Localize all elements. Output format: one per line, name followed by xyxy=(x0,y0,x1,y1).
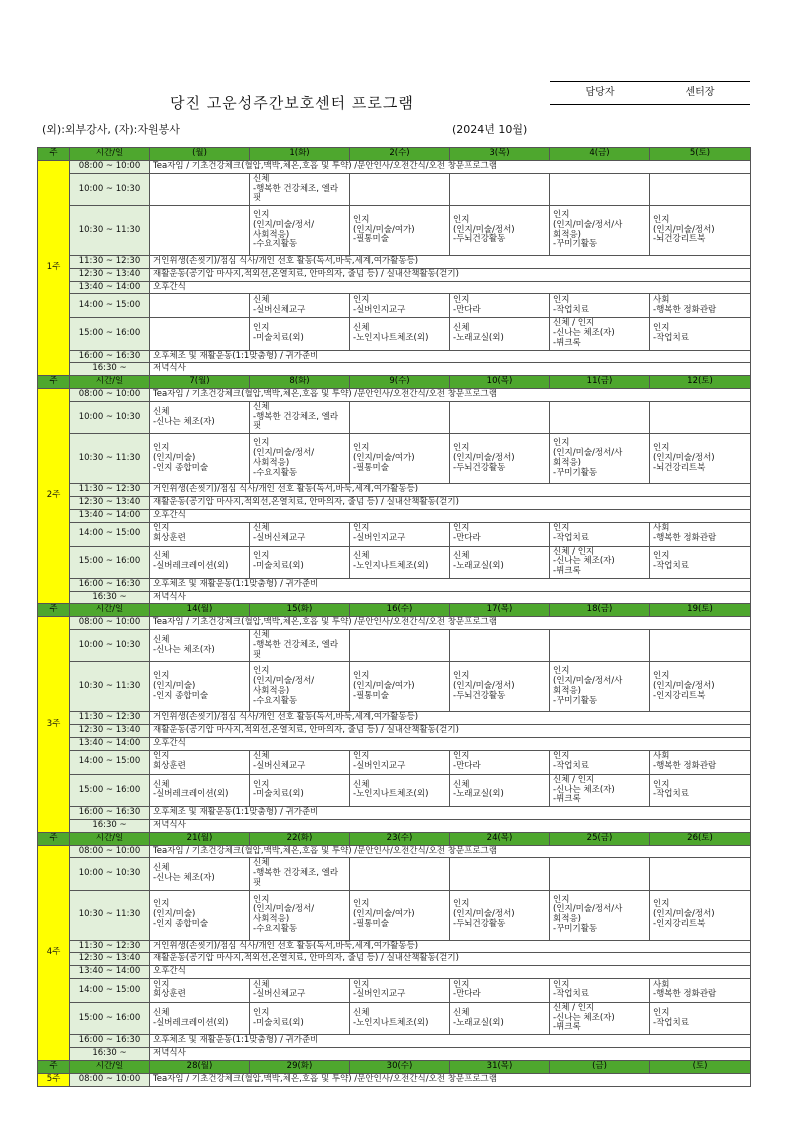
day-header: 3(목) xyxy=(450,148,550,161)
time-slot: 13:40 ~ 14:00 xyxy=(70,281,150,294)
time-slot: 16:30 ~ xyxy=(70,363,150,376)
day-header: 19(토) xyxy=(650,604,751,617)
day-header: 15(화) xyxy=(250,604,350,617)
time-slot: 12:30 ~ 13:40 xyxy=(70,497,150,510)
time-slot: 13:40 ~ 14:00 xyxy=(70,509,150,522)
activity-cell: 인지 -작업치료 xyxy=(550,522,650,546)
week-col-header: 주 xyxy=(38,604,70,617)
schedule-row xyxy=(38,389,751,402)
day-header: 7(월) xyxy=(150,376,250,389)
activity-cell xyxy=(150,318,250,350)
activity-cell: 인지 -작업치료 xyxy=(650,318,751,350)
activity-cell xyxy=(150,206,250,256)
activity-span: 오후간식 xyxy=(150,966,751,979)
day-header: 12(토) xyxy=(650,376,751,389)
activity-cell: 신체 -실버레크레이션(외) xyxy=(150,774,250,806)
time-slot: 15:00 ~ 16:00 xyxy=(70,774,150,806)
activity-cell: 인지 (인지/미술) -인지 종합미술 xyxy=(150,434,250,484)
time-col-header: 시간/일 xyxy=(70,604,150,617)
activity-cell: 인지 -미술치료(외) xyxy=(250,1002,350,1034)
activity-cell: 인지 (인지/미술/여가) -필통미술 xyxy=(350,206,450,256)
day-header: (월) xyxy=(150,148,250,161)
activity-cell xyxy=(350,173,450,205)
activity-span: 재활운동(공기압 마사지,적외선,온열치료, 안마의자, 줄넘 등) / 실내산책활동(걷기) xyxy=(150,268,751,281)
time-slot: 14:00 ~ 15:00 xyxy=(70,522,150,546)
activity-cell xyxy=(650,401,751,433)
schedule-row xyxy=(38,484,751,497)
activity-cell: 인지 (인지/미술/정서) -뇌건강리트북 xyxy=(650,434,751,484)
schedule-row xyxy=(38,256,751,269)
schedule-row xyxy=(38,858,751,890)
activity-cell: 인지 (인지/미술/정서) -두뇌건강활동 xyxy=(450,890,550,940)
day-header: 16(수) xyxy=(350,604,450,617)
schedule-row xyxy=(38,807,751,820)
time-col-header: 시간/일 xyxy=(70,376,150,389)
activity-cell: 인지 (인지/미술/정서/ 사회적응) -수요지활동 xyxy=(250,206,350,256)
schedule-row xyxy=(38,940,751,953)
activity-span: 거인위생(손씻기)/점심 식사/개인 선호 활동(독서,바둑,세계,여가활동등) xyxy=(150,940,751,953)
activity-cell xyxy=(350,401,450,433)
activity-cell: 인지 (인지/미술) -인지 종합미술 xyxy=(150,662,250,712)
schedule-row xyxy=(38,318,751,350)
schedule-row xyxy=(38,161,751,174)
activity-cell: 인지 (인지/미술/여가) -필통미술 xyxy=(350,890,450,940)
time-slot: 10:00 ~ 10:30 xyxy=(70,858,150,890)
schedule-row xyxy=(38,662,751,712)
day-header: 31(목) xyxy=(450,1060,550,1073)
time-slot: 13:40 ~ 14:00 xyxy=(70,966,150,979)
page-title: 당진 고운성주간보호센터 프로그램 xyxy=(170,94,414,112)
time-slot: 10:00 ~ 10:30 xyxy=(70,173,150,205)
day-header: 2(수) xyxy=(350,148,450,161)
time-slot: 11:30 ~ 12:30 xyxy=(70,940,150,953)
schedule-row xyxy=(38,1002,751,1034)
week-header-row xyxy=(38,1060,751,1073)
week-col-header: 주 xyxy=(38,148,70,161)
day-header: 29(화) xyxy=(250,1060,350,1073)
activity-cell xyxy=(550,173,650,205)
activity-cell: 인지 (인지/미술/정서) -뇌건강리트북 xyxy=(650,206,751,256)
day-header: 22(화) xyxy=(250,832,350,845)
activity-cell xyxy=(350,858,450,890)
activity-cell: 인지 (인지/미술/정서/ 사회적응) -수요지활동 xyxy=(250,890,350,940)
schedule-row xyxy=(38,401,751,433)
month-label: (2024년 10월) xyxy=(452,123,528,136)
time-slot: 10:30 ~ 11:30 xyxy=(70,434,150,484)
time-col-header: 시간/일 xyxy=(70,832,150,845)
time-slot: 16:00 ~ 16:30 xyxy=(70,1035,150,1048)
week-label: 5주 xyxy=(38,1073,70,1086)
activity-cell xyxy=(650,173,751,205)
activity-cell: 신체 -신나는 체조(자) xyxy=(150,401,250,433)
activity-cell xyxy=(550,630,650,662)
activity-span: 오후간식 xyxy=(150,737,751,750)
day-header: 25(금) xyxy=(550,832,650,845)
activity-span: Tea자임 / 기초건강체크(혈압,맥박,체온,호흡 및 투약) /문안인사/오전간식/오전 창문프로그램 xyxy=(150,1073,751,1086)
activity-cell: 인지 (인지/미술/여가) -필통미술 xyxy=(350,662,450,712)
time-slot: 13:40 ~ 14:00 xyxy=(70,737,150,750)
week-header-row xyxy=(38,604,751,617)
activity-cell: 신체 -노래교실(외) xyxy=(450,1002,550,1034)
activity-cell: 인지 -실버인지교구 xyxy=(350,294,450,318)
week-col-header: 주 xyxy=(38,832,70,845)
activity-cell: 인지 -작업치료 xyxy=(650,546,751,578)
activity-cell: 인지 (인지/미술/정서/ 사회적응) -수요지활동 xyxy=(250,434,350,484)
time-slot: 08:00 ~ 10:00 xyxy=(70,845,150,858)
activity-cell: 인지 (인지/미술/여가) -필통미술 xyxy=(350,434,450,484)
activity-cell: 인지 회상훈련 xyxy=(150,978,250,1002)
schedule-row xyxy=(38,966,751,979)
schedule-row xyxy=(38,978,751,1002)
activity-cell xyxy=(350,630,450,662)
activity-cell: 신체 -노래교실(외) xyxy=(450,774,550,806)
activity-cell xyxy=(550,858,650,890)
activity-cell: 인지 (인지/미술/정서/사 회적응) -꾸미기활동 xyxy=(550,890,650,940)
legend-note: (외):외부강사, (자):자원봉사 xyxy=(42,123,180,136)
schedule-row xyxy=(38,774,751,806)
schedule-row xyxy=(38,546,751,578)
schedule-row xyxy=(38,890,751,940)
activity-span: Tea자임 / 기초건강체크(혈압,맥박,체온,호흡 및 투약) /문안인사/오전간식/오전 창문프로그램 xyxy=(150,845,751,858)
time-col-header: 시간/일 xyxy=(70,148,150,161)
day-header: 8(화) xyxy=(250,376,350,389)
activity-cell: 신체 -신나는 체조(자) xyxy=(150,630,250,662)
time-slot: 15:00 ~ 16:00 xyxy=(70,546,150,578)
schedule-row xyxy=(38,294,751,318)
activity-cell: 신체 -노래교실(외) xyxy=(450,318,550,350)
activity-cell: 인지 -작업치료 xyxy=(550,978,650,1002)
activity-cell: 인지 -만다라 xyxy=(450,522,550,546)
week-col-header: 주 xyxy=(38,1060,70,1073)
activity-span: 오후체조 및 재활운동(1:1맞춤형) / 귀가준비 xyxy=(150,807,751,820)
activity-span: 거인위생(손씻기)/점심 식사/개인 선호 활동(독서,바둑,세계,여가활동등) xyxy=(150,712,751,725)
time-slot: 12:30 ~ 13:40 xyxy=(70,953,150,966)
schedule-row xyxy=(38,845,751,858)
time-slot: 08:00 ~ 10:00 xyxy=(70,1073,150,1086)
time-slot: 11:30 ~ 12:30 xyxy=(70,256,150,269)
day-header: 5(토) xyxy=(650,148,751,161)
schedule-row xyxy=(38,281,751,294)
activity-cell: 신체 -노인지나트체조(외) xyxy=(350,1002,450,1034)
activity-cell: 인지 (인지/미술/정서/사 회적응) -꾸미기활동 xyxy=(550,434,650,484)
activity-cell: 신체 -행복한 건강체조, 엘라핏 xyxy=(250,858,350,890)
time-slot: 16:30 ~ xyxy=(70,1047,150,1060)
activity-cell: 신체 -실버신체교구 xyxy=(250,294,350,318)
activity-cell: 인지 (인지/미술/정서) -인지강리트북 xyxy=(650,662,751,712)
schedule-row xyxy=(38,725,751,738)
activity-span: 재활운동(공기압 마사지,적외선,온열치료, 안마의자, 줄넘 등) / 실내산책활동(걷기) xyxy=(150,725,751,738)
schedule-row xyxy=(38,522,751,546)
day-header: 10(목) xyxy=(450,376,550,389)
activity-cell: 신체 / 인지 -신나는 체조(자) -뷔크록 xyxy=(550,774,650,806)
activity-cell: 신체 -실버신체교구 xyxy=(250,750,350,774)
activity-cell: 인지 -만다라 xyxy=(450,294,550,318)
activity-cell: 신체 -노인지나트체조(외) xyxy=(350,318,450,350)
week-label: 3주 xyxy=(38,617,70,832)
time-slot: 12:30 ~ 13:40 xyxy=(70,268,150,281)
activity-cell: 인지 -만다라 xyxy=(450,978,550,1002)
schedule-row xyxy=(38,591,751,604)
activity-cell: 인지 (인지/미술) -인지 종합미술 xyxy=(150,890,250,940)
time-slot: 10:00 ~ 10:30 xyxy=(70,630,150,662)
time-slot: 11:30 ~ 12:30 xyxy=(70,484,150,497)
activity-cell xyxy=(450,858,550,890)
schedule-row xyxy=(38,630,751,662)
activity-cell: 사회 -행복한 정화관람 xyxy=(650,978,751,1002)
schedule-row xyxy=(38,434,751,484)
day-header: (금) xyxy=(550,1060,650,1073)
day-header: 21(월) xyxy=(150,832,250,845)
schedule-row xyxy=(38,268,751,281)
time-slot: 12:30 ~ 13:40 xyxy=(70,725,150,738)
time-slot: 16:00 ~ 16:30 xyxy=(70,807,150,820)
activity-cell xyxy=(150,294,250,318)
time-slot: 08:00 ~ 10:00 xyxy=(70,389,150,402)
week-label: 1주 xyxy=(38,161,70,376)
day-header: 30(수) xyxy=(350,1060,450,1073)
activity-span: 거인위생(손씻기)/점심 식사/개인 선호 활동(독서,바둑,세계,여가활동등) xyxy=(150,256,751,269)
activity-cell: 신체 -행복한 건강체조, 엘라핏 xyxy=(250,173,350,205)
activity-cell: 인지 -작업치료 xyxy=(550,294,650,318)
time-slot: 10:30 ~ 11:30 xyxy=(70,206,150,256)
activity-cell xyxy=(450,630,550,662)
time-slot: 10:30 ~ 11:30 xyxy=(70,890,150,940)
time-slot: 16:00 ~ 16:30 xyxy=(70,578,150,591)
schedule-row xyxy=(38,712,751,725)
activity-cell: 인지 -작업치료 xyxy=(650,1002,751,1034)
day-header: 1(화) xyxy=(250,148,350,161)
activity-cell xyxy=(150,173,250,205)
day-header: 11(금) xyxy=(550,376,650,389)
day-header: 9(수) xyxy=(350,376,450,389)
time-slot: 16:30 ~ xyxy=(70,591,150,604)
activity-cell: 인지 -작업치료 xyxy=(650,774,751,806)
activity-cell xyxy=(550,401,650,433)
time-slot: 11:30 ~ 12:30 xyxy=(70,712,150,725)
schedule-row xyxy=(38,750,751,774)
activity-span: Tea자임 / 기초건강체크(혈압,맥박,체온,호흡 및 투약) /문안인사/오전간식/오전 창문프로그램 xyxy=(150,161,751,174)
time-slot: 15:00 ~ 16:00 xyxy=(70,318,150,350)
time-slot: 16:30 ~ xyxy=(70,819,150,832)
activity-span: 오후간식 xyxy=(150,509,751,522)
activity-cell: 인지 -만다라 xyxy=(450,750,550,774)
activity-cell: 신체 -실버레크레이션(외) xyxy=(150,1002,250,1034)
activity-cell: 신체 -행복한 건강체조, 엘라핏 xyxy=(250,401,350,433)
day-header: 26(토) xyxy=(650,832,751,845)
schedule-row xyxy=(38,819,751,832)
activity-cell: 신체 -실버레크레이션(외) xyxy=(150,546,250,578)
activity-cell: 사회 -행복한 정화관람 xyxy=(650,294,751,318)
schedule-row xyxy=(38,953,751,966)
week-label: 2주 xyxy=(38,389,70,604)
time-slot: 14:00 ~ 15:00 xyxy=(70,750,150,774)
activity-cell xyxy=(650,630,751,662)
activity-span: Tea자임 / 기초건강체크(혈압,맥박,체온,호흡 및 투약) /문안인사/오전간식/오전 창문프로그램 xyxy=(150,617,751,630)
activity-cell: 인지 -실버인지교구 xyxy=(350,522,450,546)
activity-cell: 인지 (인지/미술/정서) -두뇌건강활동 xyxy=(450,434,550,484)
activity-span: 저녁식사 xyxy=(150,591,751,604)
time-col-header: 시간/일 xyxy=(70,1060,150,1073)
day-header: 14(월) xyxy=(150,604,250,617)
week-col-header: 주 xyxy=(38,376,70,389)
activity-cell: 인지 -미술치료(외) xyxy=(250,318,350,350)
day-header: 28(월) xyxy=(150,1060,250,1073)
activity-span: 재활운동(공기압 마사지,적외선,온열치료, 안마의자, 줄넘 등) / 실내산책활동(걷기) xyxy=(150,497,751,510)
time-slot: 16:00 ~ 16:30 xyxy=(70,350,150,363)
activity-cell: 인지 -실버인지교구 xyxy=(350,750,450,774)
time-slot: 14:00 ~ 15:00 xyxy=(70,294,150,318)
week-header-row xyxy=(38,832,751,845)
activity-cell: 인지 (인지/미술/정서) -인지강리트북 xyxy=(650,890,751,940)
schedule-row xyxy=(38,173,751,205)
activity-cell: 인지 (인지/미술/정서/사 회적응) -꾸미기활동 xyxy=(550,662,650,712)
activity-cell: 신체 / 인지 -신나는 체조(자) -뷔크록 xyxy=(550,318,650,350)
activity-span: 저녁식사 xyxy=(150,1047,751,1060)
activity-cell xyxy=(450,401,550,433)
schedule-row xyxy=(38,350,751,363)
schedule-table xyxy=(37,147,751,1087)
activity-cell: 인지 -작업치료 xyxy=(550,750,650,774)
activity-span: 재활운동(공기압 마사지,적외선,온열치료, 안마의자, 줄넘 등) / 실내산책활동(걷기) xyxy=(150,953,751,966)
approval-director-label: 센터장 xyxy=(685,87,715,98)
schedule-row xyxy=(38,1047,751,1060)
time-slot: 14:00 ~ 15:00 xyxy=(70,978,150,1002)
day-header: 4(금) xyxy=(550,148,650,161)
activity-cell: 사회 -행복한 정화관람 xyxy=(650,522,751,546)
activity-span: 저녁식사 xyxy=(150,819,751,832)
activity-cell: 신체 -노인지나트체조(외) xyxy=(350,774,450,806)
activity-span: 오후체조 및 재활운동(1:1맞춤형) / 귀가준비 xyxy=(150,578,751,591)
activity-cell xyxy=(650,858,751,890)
activity-cell: 인지 -미술치료(외) xyxy=(250,546,350,578)
schedule-row xyxy=(38,1035,751,1048)
schedule-row xyxy=(38,737,751,750)
time-slot: 10:30 ~ 11:30 xyxy=(70,662,150,712)
schedule-row xyxy=(38,497,751,510)
activity-cell: 인지 (인지/미술/정서/사 회적응) -꾸미기활동 xyxy=(550,206,650,256)
activity-span: Tea자임 / 기초건강체크(혈압,맥박,체온,호흡 및 투약) /문안인사/오전간식/오전 창문프로그램 xyxy=(150,389,751,402)
week-label: 4주 xyxy=(38,845,70,1060)
time-slot: 08:00 ~ 10:00 xyxy=(70,617,150,630)
time-slot: 10:00 ~ 10:30 xyxy=(70,401,150,433)
day-header: 23(수) xyxy=(350,832,450,845)
schedule-row xyxy=(38,509,751,522)
activity-cell: 신체 / 인지 -신나는 체조(자) -뷔크록 xyxy=(550,1002,650,1034)
schedule-row xyxy=(38,578,751,591)
activity-cell: 신체 -실버신체교구 xyxy=(250,522,350,546)
activity-cell: 인지 회상훈련 xyxy=(150,750,250,774)
activity-cell xyxy=(450,173,550,205)
day-header: (토) xyxy=(650,1060,751,1073)
approval-box xyxy=(550,81,750,105)
activity-cell: 인지 (인지/미술/정서) -두뇌건강활동 xyxy=(450,206,550,256)
day-header: 18(금) xyxy=(550,604,650,617)
activity-cell: 인지 (인지/미술/정서/ 사회적응) -수요지활동 xyxy=(250,662,350,712)
day-header: 24(목) xyxy=(450,832,550,845)
activity-cell: 신체 -노인지나트체조(외) xyxy=(350,546,450,578)
activity-cell: 사회 -행복한 정화관람 xyxy=(650,750,751,774)
activity-cell: 신체 -행복한 건강체조, 엘라핏 xyxy=(250,630,350,662)
activity-span: 저녁식사 xyxy=(150,363,751,376)
time-slot: 08:00 ~ 10:00 xyxy=(70,161,150,174)
schedule-row xyxy=(38,363,751,376)
activity-span: 오후간식 xyxy=(150,281,751,294)
activity-cell: 신체 / 인지 -신나는 체조(자) -뷔크록 xyxy=(550,546,650,578)
approval-manager-label: 담당자 xyxy=(585,87,615,98)
schedule-row xyxy=(38,206,751,256)
activity-span: 오후체조 및 재활운동(1:1맞춤형) / 귀가준비 xyxy=(150,350,751,363)
activity-cell: 신체 -실버신체교구 xyxy=(250,978,350,1002)
schedule-row xyxy=(38,1073,751,1086)
activity-cell: 인지 -미술치료(외) xyxy=(250,774,350,806)
activity-cell: 인지 -실버인지교구 xyxy=(350,978,450,1002)
day-header: 17(목) xyxy=(450,604,550,617)
schedule-row xyxy=(38,617,751,630)
activity-span: 거인위생(손씻기)/점심 식사/개인 선호 활동(독서,바둑,세계,여가활동등) xyxy=(150,484,751,497)
activity-cell: 신체 -노래교실(외) xyxy=(450,546,550,578)
week-header-row xyxy=(38,376,751,389)
week-header-row xyxy=(38,148,751,161)
activity-cell: 인지 (인지/미술/정서) -두뇌건강활동 xyxy=(450,662,550,712)
time-slot: 15:00 ~ 16:00 xyxy=(70,1002,150,1034)
activity-cell: 신체 -신나는 체조(자) xyxy=(150,858,250,890)
activity-cell: 인지 회상훈련 xyxy=(150,522,250,546)
activity-span: 오후체조 및 재활운동(1:1맞춤형) / 귀가준비 xyxy=(150,1035,751,1048)
